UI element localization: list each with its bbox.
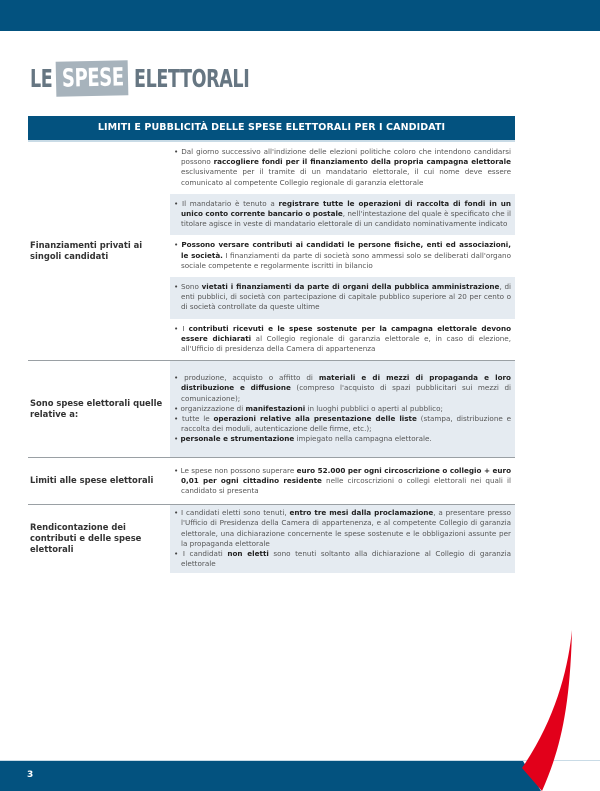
top-banner [0, 0, 600, 31]
table-row-spending-limits [28, 458, 515, 506]
bullet-item: • produzione, acquisto o affitto di materiali e di mezzi di propaganda e loro distribuzione e diffusione (compreso l'acquisto di spazi pubblicitari sui mezzi di comunicazione); [174, 373, 511, 404]
title-word-elettorali: ELETTORALI [134, 63, 250, 93]
table-row-reporting [28, 505, 515, 572]
table-cell [170, 361, 515, 456]
bullet-item: • Dal giorno successivo all'indizione delle elezioni politiche coloro che intendono candidarsi possono raccogliere fondi per il finanziamento della propria campagna elettorale esclusivamente per il tramite di un mandatario elettorale, il cui nome deve essere comunicato al competente Collegio regionale di garanzia elettorale [174, 147, 511, 188]
table-cell [170, 319, 515, 361]
table-cell [170, 505, 515, 572]
spending-limits-table [28, 116, 515, 573]
bullet-item: • tutte le operazioni relative alla presentazione delle liste (stampa, distribuzione e raccolta dei moduli, autenticazione delle firme, etc.); [174, 414, 511, 434]
table-cell [170, 142, 515, 194]
row-label: Rendicontazione dei contributi e delle spese elettorali [30, 522, 142, 555]
bullet-item: • personale e strumentazione impiegato nella campagna elettorale. [174, 434, 511, 444]
row-label: Sono spese elettorali quelle relative a: [30, 397, 163, 419]
table-cell [170, 277, 515, 319]
bullet-item: • Possono versare contributi ai candidati le persone fisiche, enti ed associazioni, le società. I finanziamenti da parte di società sono ammessi solo se deliberati dall'organo sociale competente e regolarmente iscritti in bilancio [174, 240, 511, 271]
page-number: 3 [27, 770, 34, 780]
bullet-item: • Il mandatario è tenuto a registrare tutte le operazioni di raccolta di fondi in un unico conto corrente bancario o postale, nell'intestazione del quale è specificato che il titolare agisce in veste di mandatario elettorale di un candidato nominativamente indicato [174, 199, 511, 230]
title-word-spese-highlight [56, 60, 129, 97]
bullet-item: • Sono vietati i finanziamenti da parte di organi della pubblica amministrazione, di enti pubblici, di società con partecipazione di capitale pubblico superiore al 20 per cento o di società controllate da queste ultime [174, 282, 511, 313]
table-cell [170, 194, 515, 236]
table-cell [170, 458, 515, 505]
table-row-private-funding [28, 142, 515, 361]
bullet-item: • organizzazione di manifestazioni in luoghi pubblici o aperti al pubblico; [174, 404, 511, 414]
row-label: Finanziamenti privati ai singoli candidati [30, 240, 143, 262]
table-title: LIMITI E PUBBLICITÀ DELLE SPESE ELETTORALI PER I CANDIDATI [28, 116, 515, 142]
row-label: Limiti alle spese elettorali [30, 475, 154, 486]
page-title [30, 60, 282, 96]
bullet-item: • Le spese non possono superare euro 52.000 per ogni circoscrizione o collegio + euro 0,01 per ogni cittadino residente nelle circoscrizioni o collegi elettorali nei quali il candidato si presenta [174, 466, 511, 497]
table-cell [170, 235, 515, 277]
bullet-item: • I candidati eletti sono tenuti, entro tre mesi dalla proclamazione, a presentare presso l'Ufficio di Presidenza della Camera di appartenenza, e al competente Collegio di garanzia elettorale, una dichiarazione concernente le spese sostenute e le obbligazioni assunte per la propaganda elettorale [174, 508, 511, 549]
bullet-item: • I contributi ricevuti e le spese sostenute per la campagna elettorale devono essere dichiarati al Collegio regionale di garanzia elettorale e, in caso di elezione, all'Ufficio di presidenza della Camera di appartenenza [174, 324, 511, 355]
title-word-le: LE [30, 63, 53, 93]
table-row-election-expenses [28, 361, 515, 457]
footer-banner [0, 760, 600, 791]
red-swoosh-decoration [520, 630, 600, 791]
title-word-spese: SPESE [61, 61, 124, 93]
bullet-item: • I candidati non eletti sono tenuti soltanto alla dichiarazione al Collegio di garanzia elettorale [174, 549, 511, 569]
